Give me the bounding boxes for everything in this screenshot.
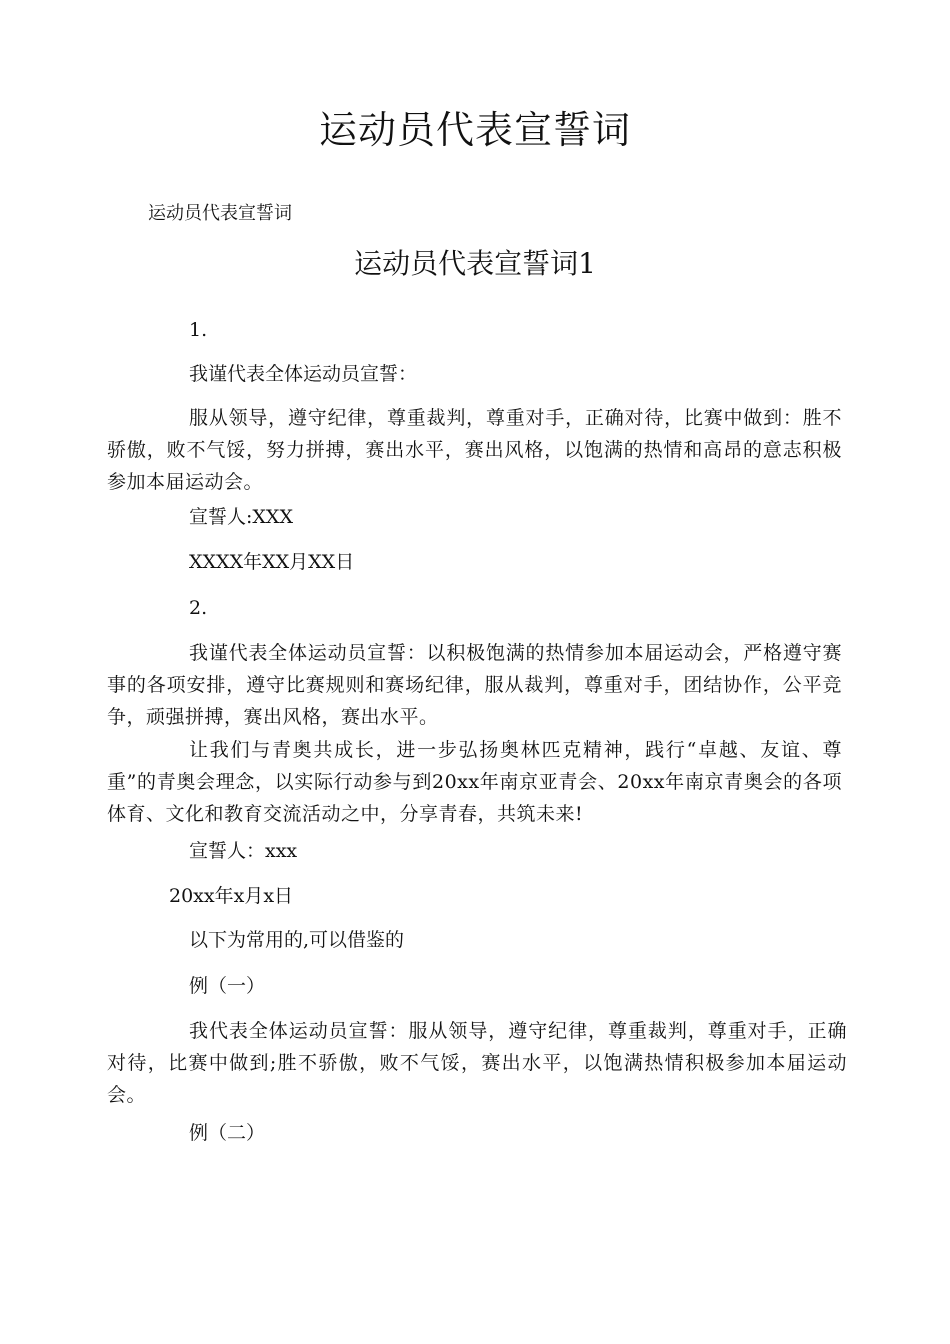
example1-label: 例（一） [189,975,266,997]
item1-signer: 宣誓人:XXX [189,506,293,528]
item2-body-1: 我谨代表全体运动员宣誓：以积极饱满的热情参加本届运动会，严格遵守赛事的各项安排，遵守比赛规则和赛场纪律，服从裁判，尊重对手，团结协作，公平竞争，顽强拼搏，赛出风格，赛出水平。 [107,642,842,728]
item2-number: 2. [189,597,208,619]
item2-signer: 宣誓人：xxx [189,840,298,862]
item1-date: XXXX年XX月XX日 [189,551,355,573]
section-title: 运动员代表宣誓词1 [354,247,596,280]
common-note: 以下为常用的,可以借鉴的 [189,929,405,951]
example2-label: 例（二） [189,1122,266,1144]
item2-body-2: 让我们与青奥共成长，进一步弘扬奥林匹克精神，践行“卓越、友谊、尊重”的青奥会理念，以实际行动参与到20xx年南京亚青会、20xx年南京青奥会的各项体育、文化和教育交流活动之中，分享青春，共筑未来! [107,739,842,825]
document-subtitle: 运动员代表宣誓词 [148,203,292,224]
document-title: 运动员代表宣誓词 [318,108,631,152]
example1-body: 我代表全体运动员宣誓：服从领导，遵守纪律，尊重裁判，尊重对手，正确对待，比赛中做到;胜不骄傲，败不气馁，赛出水平，以饱满热情积极参加本届运动会。 [107,1020,847,1106]
item1-number: 1. [189,319,208,341]
item1-intro: 我谨代表全体运动员宣誓： [189,363,418,385]
item2-date: 20xx年x月x日 [169,885,294,907]
item1-body: 服从领导，遵守纪律，尊重裁判，尊重对手，正确对待，比赛中做到：胜不骄傲，败不气馁，努力拼搏，赛出水平，赛出风格，以饱满的热情和高昂的意志积极参加本届运动会。 [107,407,842,493]
